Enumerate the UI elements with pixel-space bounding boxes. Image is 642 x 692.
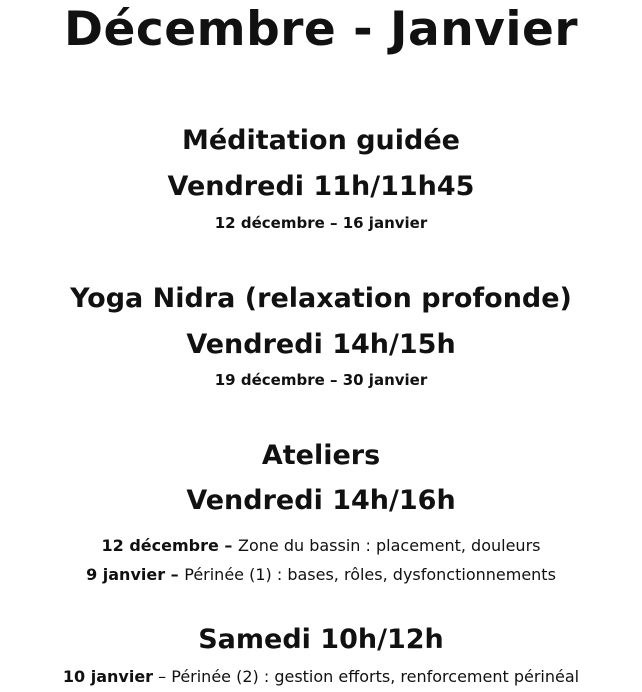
atelier-item-text: Périnée (1) : bases, rôles, dysfonctionnements: [184, 565, 556, 584]
atelier-item-separator: –: [165, 565, 185, 584]
section-samedi-schedule: Samedi 10h/12h: [198, 624, 444, 655]
section-meditation-dates: 12 décembre – 16 janvier: [214, 214, 428, 232]
samedi-item-text: Périnée (2) : gestion efforts, renforcement périnéal: [171, 667, 580, 686]
samedi-item-separator: –: [153, 667, 172, 686]
atelier-item: [0, 535, 642, 557]
section-ateliers-schedule: Vendredi 14h/16h: [186, 485, 456, 516]
section-yoga-nidra-title: Yoga Nidra (relaxation profonde): [70, 283, 572, 314]
atelier-item-text: Zone du bassin : placement, douleurs: [238, 536, 541, 555]
samedi-item: [0, 666, 642, 688]
section-ateliers-title: Ateliers: [261, 440, 381, 471]
section-yoga-nidra-dates: 19 décembre – 30 janvier: [214, 371, 428, 389]
atelier-item: [0, 564, 642, 586]
section-meditation-title: Méditation guidée: [182, 125, 460, 156]
atelier-item-date: 9 janvier: [86, 565, 166, 584]
page-title: Décembre - Janvier: [64, 2, 578, 57]
section-yoga-nidra-schedule: Vendredi 14h/15h: [186, 329, 456, 360]
atelier-item-separator: –: [218, 536, 238, 555]
section-meditation-schedule: Vendredi 11h/11h45: [167, 171, 475, 202]
samedi-item-date: 10 janvier: [62, 667, 154, 686]
atelier-item-date: 12 décembre: [101, 536, 219, 555]
